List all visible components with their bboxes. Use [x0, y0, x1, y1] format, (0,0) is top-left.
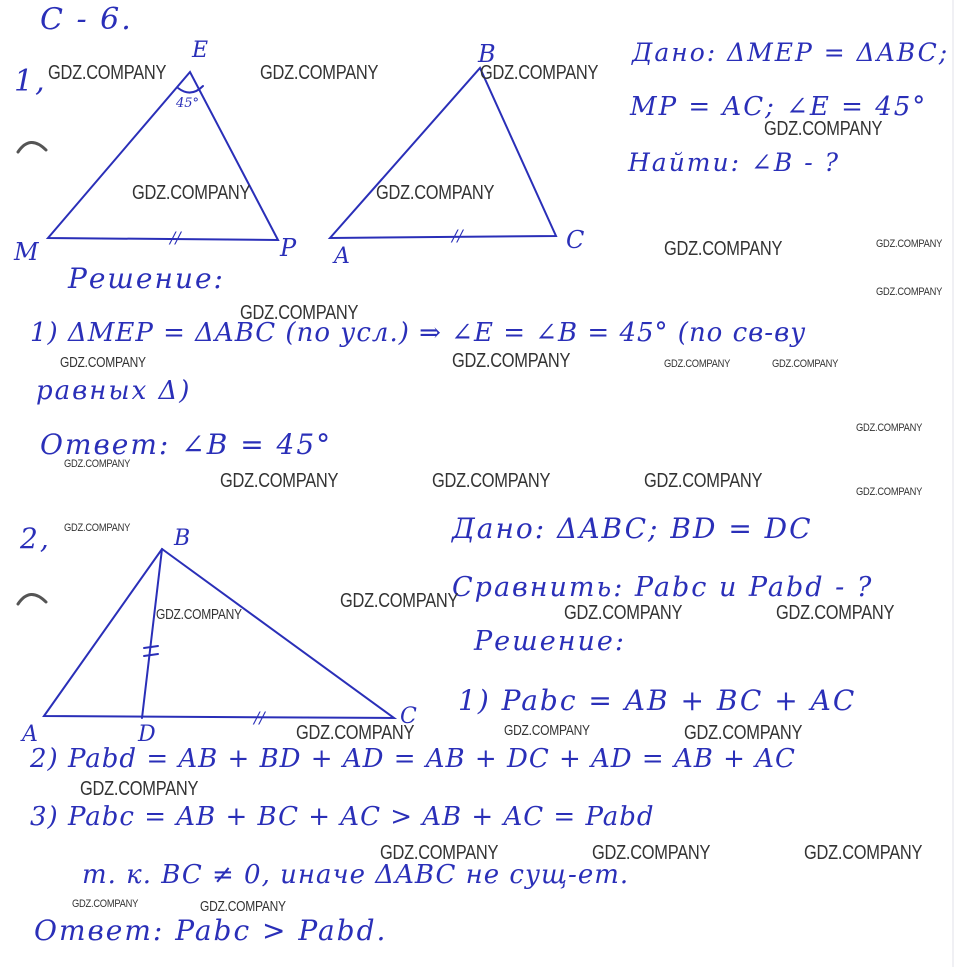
watermark: GDZ.COMPANY [220, 470, 339, 492]
vertex-e: E [192, 38, 211, 63]
watermark-small: GDZ.COMPANY [60, 354, 146, 371]
watermark-small: GDZ.COMPANY [64, 458, 131, 470]
watermark: GDZ.COMPANY [764, 118, 883, 140]
watermark-small: GDZ.COMPANY [876, 238, 943, 250]
watermark-small: GDZ.COMPANY [200, 898, 286, 915]
watermark: GDZ.COMPANY [376, 182, 495, 204]
solution-step-1-line-2: равных Δ) [36, 376, 192, 406]
given-2: Дано: ΔABC; BD = DC [452, 512, 813, 545]
vertex-c-2: C [400, 704, 419, 729]
watermark-small: GDZ.COMPANY [156, 606, 242, 623]
given-line-1: Дано: ΔMEP = ΔABC; [632, 38, 950, 67]
solution-2-note: т. к. BC ≠ 0, иначе ΔABC не сущ-ет. [82, 860, 630, 890]
watermark: GDZ.COMPANY [432, 470, 551, 492]
answer-1: Ответ: ∠B = 45° [40, 428, 333, 461]
solution-step-1-line-1: 1) ΔMEP = ΔABC (по усл.) ⇒ ∠E = ∠B = 45° (по св-ву [30, 318, 807, 348]
solution-2-step-2: 2) Pabd = AB + BD + AD = AB + DC + AD = AB + AC [30, 744, 796, 774]
watermark: GDZ.COMPANY [564, 602, 683, 624]
triangle-abc-2 [44, 549, 394, 718]
watermark-small: GDZ.COMPANY [64, 522, 131, 534]
watermark: GDZ.COMPANY [132, 182, 251, 204]
given-line-2: MP = AC; ∠E = 45° [630, 92, 928, 122]
watermark: GDZ.COMPANY [776, 602, 895, 624]
watermark: GDZ.COMPANY [380, 842, 499, 864]
vertex-b-1: B [478, 40, 498, 68]
watermark: GDZ.COMPANY [260, 62, 379, 84]
vertex-d-2: D [138, 722, 158, 747]
watermark-small: GDZ.COMPANY [876, 286, 943, 298]
page-curl-1 [18, 142, 46, 152]
watermark: GDZ.COMPANY [296, 722, 415, 744]
tick-ac: // [452, 226, 463, 245]
watermark: GDZ.COMPANY [452, 350, 571, 372]
watermark-small: GDZ.COMPANY [664, 358, 731, 370]
watermark: GDZ.COMPANY [480, 62, 599, 84]
vertex-b-2: B [174, 526, 193, 551]
watermark: GDZ.COMPANY [240, 302, 359, 324]
solution-2-step-1: 1) Pabc = AB + BC + AC [458, 684, 857, 717]
tick-bd [144, 646, 158, 656]
vertex-p: P [280, 234, 299, 262]
watermark: GDZ.COMPANY [644, 470, 763, 492]
watermark: GDZ.COMPANY [592, 842, 711, 864]
watermark: GDZ.COMPANY [804, 842, 923, 864]
triangle-abc-1 [330, 68, 556, 238]
problem-1-number: 1, [14, 64, 47, 99]
answer-2: Ответ: Pabc > Pabd. [34, 914, 388, 947]
watermark-small: GDZ.COMPANY [856, 422, 923, 434]
tick-mp: // [170, 228, 181, 247]
problem-2-number: 2, [20, 522, 51, 555]
solution-2-step-3: 3) Pabc = AB + BC + AC > AB + AC = Pabd [30, 802, 655, 832]
compare-2: Сравнить: Pabc и Pabd - ? [452, 572, 874, 603]
given-line-3: Найти: ∠B - ? [628, 148, 841, 177]
watermark: GDZ.COMPANY [664, 238, 783, 260]
solution-title-2: Решение: [474, 626, 626, 657]
vertex-a-2: A [22, 722, 40, 747]
angle-e-label: 45° [176, 96, 200, 111]
watermark: GDZ.COMPANY [340, 590, 459, 612]
vertex-a-1: A [334, 244, 352, 269]
section-label: С - 6. [40, 2, 133, 37]
watermark: GDZ.COMPANY [80, 778, 199, 800]
watermark-small: GDZ.COMPANY [504, 722, 590, 739]
triangle-mep [48, 72, 278, 240]
watermark-small: GDZ.COMPANY [72, 898, 139, 910]
solution-title-1: Решение: [68, 262, 225, 295]
watermark-small: GDZ.COMPANY [772, 358, 839, 370]
vertex-m: M [14, 238, 41, 266]
watermark: GDZ.COMPANY [684, 722, 803, 744]
tick-dc: // [254, 708, 265, 727]
watermark: GDZ.COMPANY [48, 62, 167, 84]
page-curl-2 [18, 594, 46, 604]
vertex-c-1: C [566, 226, 587, 254]
watermark-small: GDZ.COMPANY [856, 486, 923, 498]
